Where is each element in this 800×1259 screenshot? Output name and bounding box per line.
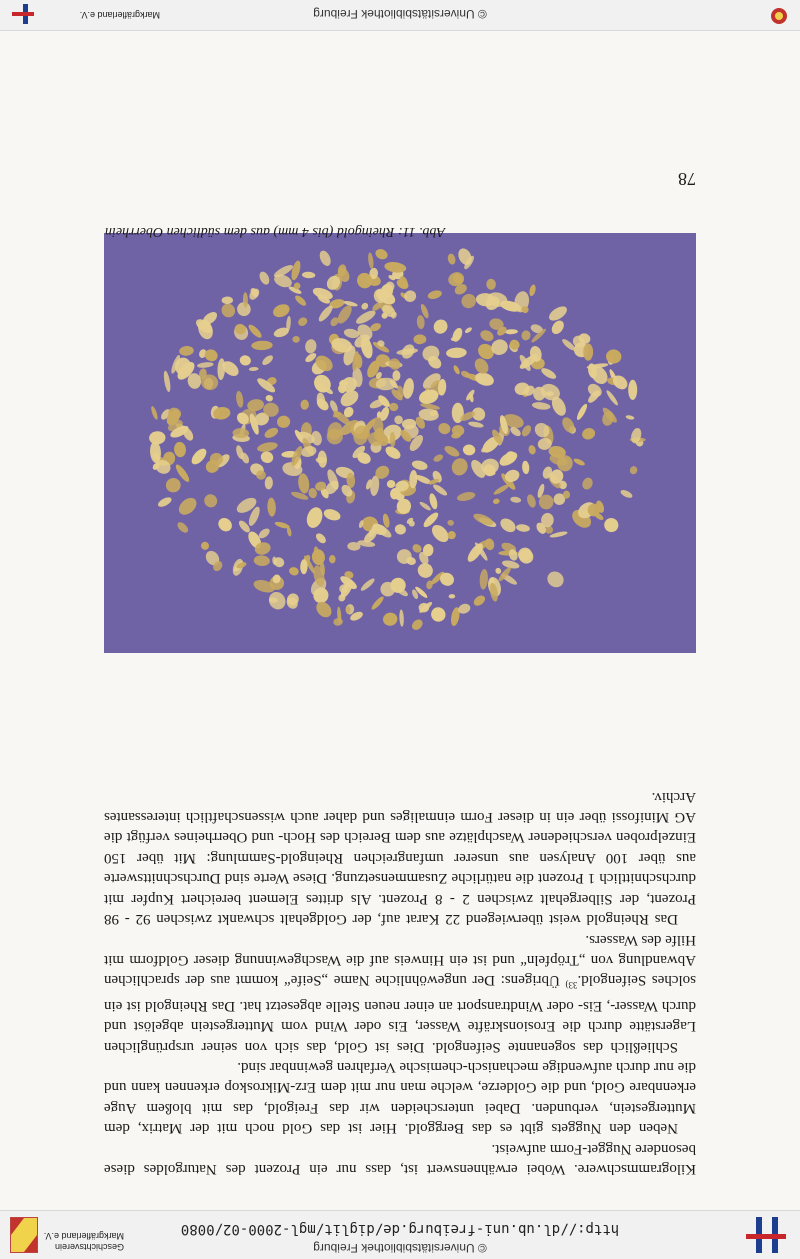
footer-society-name: Markgräflerland e.V. bbox=[79, 10, 160, 20]
footnote-ref: 33) bbox=[565, 980, 578, 991]
footer-copyright-line: © Universitätsbibliothek Freiburg bbox=[313, 7, 487, 21]
paragraph-2: Neben den Nuggets gibt es das Berggold. Hier ist das Gold noch mit der Matrix, dem Muttergestein, verbunden. Dabei unterscheiden wir das Freigold, das mit bloßem Auge erkennbare Gold, und die Golderze, welche man nur mit dem Erz-Mikroskop erkennen kann und die nur durch aufwendige mechanisch-chemische Verfahren gewinnbar sind. bbox=[104, 1058, 696, 1137]
society-name: Geschichtsverein Markgräflerland e.V. bbox=[43, 1231, 124, 1252]
paragraph-3: Schließlich das sogenannte Seifengold. Dies ist Gold, das sich von seiner ursprünglichen Lagerstätte durch die Erosionskräfte Wasser, Eis oder Wind vom Muttergestein abgelöst und durch Wasser-, Eis- oder Windtransport an einer neuen Stelle abgesetzt hat. Das Rheingold ist ein solches Seifengold.$^{33)}$ Übrigens: Der ungewöhnliche Name „Seife“ kommt aus der sprachlichen Abwandlung von „Tröpfeln“ und ist ein Hinweis auf die Waschgewinnung dieser Goldform mit Hilfe des Wassers. bbox=[104, 931, 696, 1055]
society-crest-icon bbox=[10, 1217, 38, 1253]
header-bar bbox=[0, 1210, 800, 1259]
rheingold-photo bbox=[104, 233, 696, 653]
figure-caption: Abb. 11: Rheingold (bis 4 mm) aus dem südlichen Oberrhein bbox=[105, 224, 446, 239]
footer-bar bbox=[0, 0, 800, 31]
society-crest-icon bbox=[770, 7, 788, 25]
body-text bbox=[104, 786, 696, 1179]
copyright-line: © Universitätsbibliothek Freiburg bbox=[313, 1241, 487, 1255]
page-number: 78 bbox=[678, 169, 696, 189]
paragraph-4: Das Rheingold weist überwiegend 22 Karat auf, der Goldgehalt schwankt zwischen 92 - 98 Prozent, der Silbergehalt zwischen 2 - 8 Prozent. Als drittes Element bereichert Kupfer mit durchschnittlich 1 Prozent die natürliche Zusammensetzung. Diese Werte sind Durchschnittswerte aus über 100 Analysen aus unserer umfangreichen Rheingold-Sammlung: Mit über 150 Einzelproben verschiedener Waschplätze aus dem Bereich des Hoch- und Oberrheines verfügt die AG Minifossi über ein in dieser Form einmaliges und daher auch wissenschaftlich interessantes Archiv. bbox=[104, 788, 696, 928]
source-url[interactable]: http://dl.ub.uni-freiburg.de/diglit/mgl-2000-02/0080 bbox=[180, 1221, 620, 1237]
paragraph-1: Kilogrammschwere. Wobei erwähnenswert ist, dass nur ein Prozent des Naturgoldes diese besondere Nugget-Form aufweist. bbox=[104, 1140, 696, 1177]
